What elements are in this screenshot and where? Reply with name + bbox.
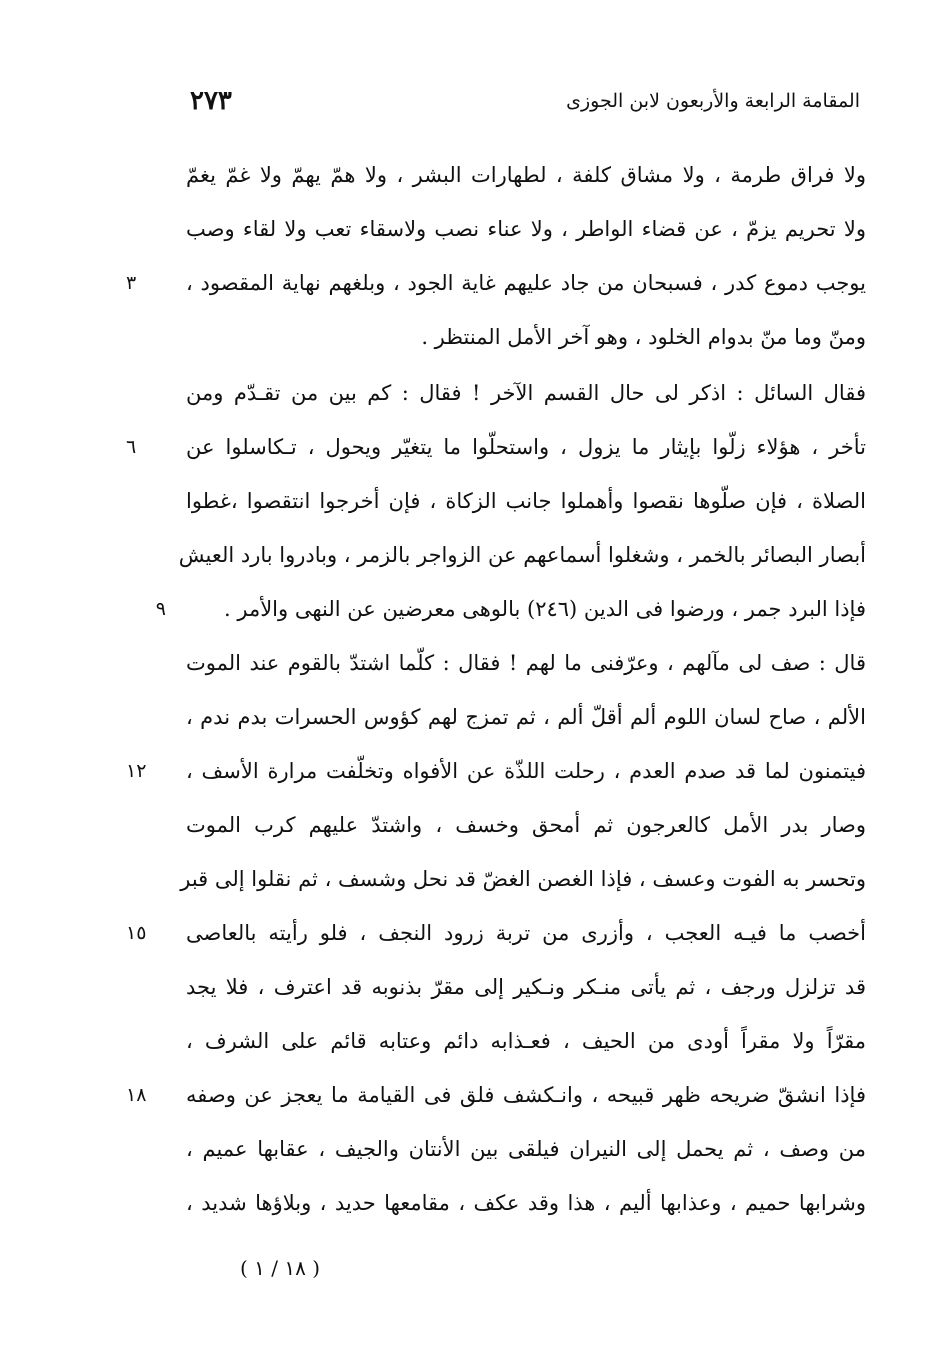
line-text: قال : صف لى مآلهم ، وعرّفنى ما لهم ! فقال : كلّما اشتدّ بالقوم عند الموت <box>186 651 866 675</box>
line-number: ١٢ <box>126 760 147 782</box>
text-line <box>186 636 866 690</box>
line-text: فإذا البرد جمر ، ورضوا فى الدين (٢٤٦) بالوهى معرضين عن النهى والأمر . <box>224 597 866 621</box>
line-text: فإذا انشقّ ضريحه ظهر قبيحه ، وانـكشف فلق فى القيامة ما يعجز عن وصفه <box>186 1083 866 1107</box>
text-line <box>186 202 866 256</box>
text-line <box>186 1014 866 1068</box>
text-line <box>126 906 866 960</box>
line-text: وشرابها حميم ، وعذابها أليم ، هذا وقد عكف ، مقامعها حديد ، وبلاؤها شديد ، <box>186 1191 866 1215</box>
text-line <box>186 148 866 202</box>
line-text: ولا فراق طرمة ، ولا مشاق كلفة ، لطهارات البشر ، ولا همّ يهمّ ولا غمّ يغمّ <box>186 163 866 187</box>
text-line <box>186 474 866 528</box>
text-line <box>186 798 866 852</box>
text-line <box>180 852 866 906</box>
line-number: ٦ <box>126 436 137 458</box>
line-text: قد تزلزل ورجف ، ثم يأتى منـكر ونـكير إلى مقرّ بذنوبه قد اعترف ، فلا يجد <box>186 975 866 999</box>
line-text: ولا تحريم يزمّ ، عن قضاء الواطر ، ولا عناء نصب ولاسقاء تعب ولا لقاء وصب <box>186 217 866 241</box>
text-line <box>186 1176 866 1230</box>
line-number: ١٥ <box>126 922 147 944</box>
running-title: المقامة الرابعة والأربعون لابن الجوزى <box>566 90 860 112</box>
line-text: من وصف ، ثم يحمل إلى النيران فيلقى بين الأنتان والجيف ، عقابها عميم ، <box>186 1137 866 1161</box>
text-line <box>178 528 866 582</box>
page-number: ٢٧٣ <box>190 86 232 116</box>
text-line <box>126 256 866 310</box>
line-text: أبصار البصائر بالخمر ، وشغلوا أسماعهم عن الزواجر بالزمر ، وبادروا بارد العيش <box>178 543 866 567</box>
line-text: الألم ، صاح لسان اللوم ألم أقلّ ألم ، ثم تمزج لهم كؤوس الحسرات بدم ندم ، <box>186 705 866 729</box>
text-line <box>155 582 866 636</box>
line-text: وتحسر به الفوت وعسف ، فإذا الغصن الغضّ قد نحل وشسف ، ثم نقلوا إلى قبر <box>180 867 866 891</box>
line-text: فيتمنون لما قد صدم العدم ، رحلت اللذّة عن الأفواه وتخلّفت مرارة الأسف ، <box>186 759 866 783</box>
text-line <box>186 960 866 1014</box>
text-line <box>126 744 866 798</box>
line-text: ومنّ وما منّ بدوام الخلود ، وهو آخر الأمل المنتظر . <box>421 325 866 349</box>
signature-mark: ( ١٨ / ١ ) <box>239 1256 321 1280</box>
line-number: ١٨ <box>126 1084 147 1106</box>
text-line <box>186 366 866 420</box>
line-text: مقرّاً ولا مقراً أودى من الحيف ، فعـذابه دائم وعتابه قائم على الشرف ، <box>186 1029 866 1053</box>
line-text: فقال السائل : اذكر لى حال القسم الآخر ! فقال : كم بين من تقـدّم ومن <box>186 381 866 405</box>
text-line <box>126 420 866 474</box>
text-line <box>186 1122 866 1176</box>
text-line <box>126 1068 866 1122</box>
line-text: أخصب ما فيـه العجب ، وأزرى من تربة زرود النجف ، فلو رأيته بالعاصى <box>186 921 866 945</box>
line-text: تأخر ، هؤلاء زلّوا بإيثار ما يزول ، واستحلّوا ما يتغيّر ويحول ، تـكاسلوا عن <box>186 435 866 459</box>
text-line <box>186 690 866 744</box>
text-line <box>186 310 866 364</box>
page-header <box>190 84 860 118</box>
line-number: ٩ <box>155 598 166 620</box>
body-text <box>126 148 866 1230</box>
line-text: وصار بدر الأمل كالعرجون ثم أمحق وخسف ، واشتدّ عليهم كرب الموت <box>186 813 866 837</box>
line-text: الصلاة ، فإن صلّوها نقصوا وأهملوا جانب الزكاة ، فإن أخرجوا انتقصوا ،غطوا <box>186 489 866 513</box>
line-number: ٣ <box>126 272 137 294</box>
line-text: يوجب دموع كدر ، فسبحان من جاد عليهم غاية الجود ، وبلغهم نهاية المقصود ، <box>186 271 866 295</box>
